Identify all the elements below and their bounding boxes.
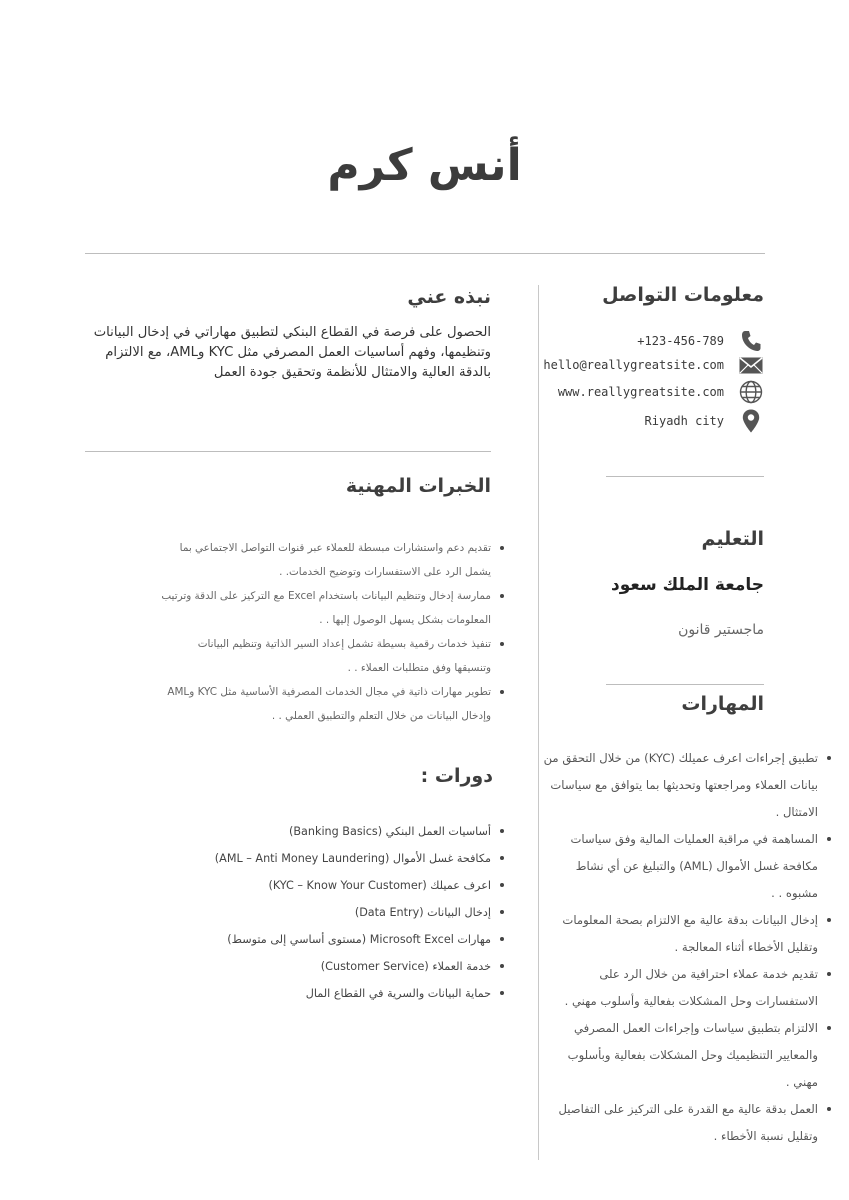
experience-section-title: الخبرات المهنية — [345, 475, 491, 497]
skill-item: تطبيق إجراءات اعرف عميلك (KYC) من خلال التحقق من بيانات العملاء ومراجعتها وتحديثها بما يتوافق مع سياسات الامتثال . — [540, 745, 818, 826]
contact-phone-row — [524, 328, 764, 354]
skill-item: المساهمة في مراقبة العمليات المالية وفق سياسات مكافحة غسل الأموال (AML) والتبليغ عن أي نشاط مشبوه . . — [540, 826, 818, 907]
experience-list — [160, 536, 505, 728]
skill-item: الالتزام بتطبيق سياسات وإجراءات العمل المصرفي والمعايير التنظيميك وحل المشكلات بفعالية وبأسلوب مهني . — [540, 1015, 818, 1096]
candidate-name: أنس كرم — [327, 140, 522, 191]
skill-item: العمل بدقة عالية مع القدرة على التركيز على التفاصيل وتقليل نسبة الأخطاء . — [540, 1096, 818, 1150]
contact-phone[interactable]: +123-456-789 — [637, 334, 724, 348]
header-divider — [85, 253, 765, 254]
location-pin-icon — [738, 408, 764, 434]
about-divider — [85, 451, 491, 452]
contact-location-row — [524, 408, 764, 434]
skill-item: تقديم خدمة عملاء احترافية من خلال الرد على الاستفسارات وحل المشكلات بفعالية وأسلوب مهني . — [540, 961, 818, 1015]
phone-icon — [738, 328, 764, 354]
skills-list — [540, 745, 832, 1150]
course-item: اعرف عميلك (KYC – Know Your Customer) — [200, 872, 491, 899]
education-university: جامعة الملك سعود — [611, 575, 764, 595]
courses-list — [200, 818, 505, 1007]
about-text: الحصول على فرصة في القطاع البنكي لتطبيق مهاراتي في إدخال البيانات وتنظيمها، وفهم أساسيات العمل المصرفي مثل KYC وAML، مع الالتزام بالدقة العالية والامتثال للأنظمة وتحقيق جودة العمل — [93, 325, 491, 380]
skill-item: إدخال البيانات بدقة عالية مع الالتزام بصحة المعلومات وتقليل الأخطاء أثناء المعالجة . — [540, 907, 818, 961]
education-divider — [606, 684, 764, 685]
education-degree: ماجستير قانون — [678, 622, 764, 638]
globe-icon — [738, 379, 764, 405]
contact-website-row — [524, 379, 764, 405]
experience-item: تنفيذ خدمات رقمية بسيطة تشمل إعداد السير الذاتية وتنظيم البيانات وتنسيقها وفق متطلبات العملاء . . — [160, 632, 491, 680]
contact-email-row — [524, 352, 764, 378]
contact-divider — [606, 476, 764, 477]
contact-website[interactable]: www.reallygreatsite.com — [557, 385, 724, 399]
contact-location: Riyadh city — [644, 414, 724, 428]
experience-item: تقديم دعم واستشارات مبسطة للعملاء عبر قنوات التواصل الاجتماعي بما يشمل الرد على الاستفسارات وتوضيح الخدمات. . — [160, 536, 491, 584]
experience-item: ممارسة إدخال وتنظيم البيانات باستخدام Excel مع التركيز على الدقة وترتيب المعلومات بشكل يسهل الوصول إليها . . — [160, 584, 491, 632]
courses-section-title: دورات : — [420, 765, 493, 787]
course-item: أساسيات العمل البنكي (Banking Basics) — [200, 818, 491, 845]
envelope-icon — [738, 352, 764, 378]
course-item: إدخال البيانات (Data Entry) — [200, 899, 491, 926]
skills-section-title: المهارات — [681, 693, 764, 715]
course-item: مكافحة غسل الأموال (AML – Anti Money Laundering) — [200, 845, 491, 872]
about-section-title: نبذه عني — [407, 286, 491, 308]
contact-section-title: معلومات التواصل — [602, 284, 764, 306]
education-section-title: التعليم — [701, 528, 764, 550]
experience-item: تطوير مهارات ذاتية في مجال الخدمات المصرفية الأساسية مثل KYC وAML وإدخال البيانات من خلال التعلم والتطبيق العملي . . — [160, 680, 491, 728]
course-item: خدمة العملاء (Customer Service) — [200, 953, 491, 980]
contact-email[interactable]: hello@reallygreatsite.com — [543, 358, 724, 372]
course-item: مهارات Microsoft Excel (مستوى أساسي إلى متوسط) — [200, 926, 491, 953]
course-item: حماية البيانات والسرية في القطاع المال — [200, 980, 491, 1007]
